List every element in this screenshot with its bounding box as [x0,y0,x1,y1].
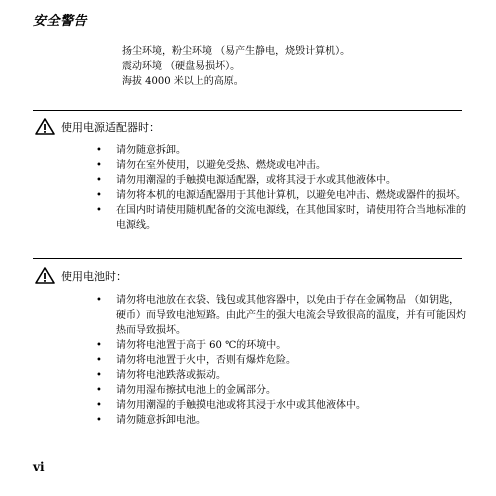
adapter-bullet-list [96,143,468,233]
environment-line: 震动环境 （硬盘易损坏）。 [122,61,241,72]
list-item: • 请勿用湿布擦拭电池上的金属部分。 [96,383,468,398]
list-item: • 请勿将电池置于火中，否则有爆炸危险。 [96,353,468,368]
list-item: • 请勿将电池放在衣袋、钱包或其他容器中，以免由于存在金属物品 （如钥匙，硬币）而导致电池短路。由此产生的强大电流会导致很高的温度，并有可能因灼热而导致损坏。 [96,293,468,338]
list-item: • 请勿将电池跌落或振动。 [96,368,468,383]
list-item: • 请勿用潮湿的手触摸电源适配器，或将其浸于水或其他液体中。 [96,173,468,188]
environment-line: 扬尘环境，粉尘环境 （易产生静电，烧毁计算机）。 [122,46,351,57]
list-item: • 请勿随意拆卸电池。 [96,413,468,428]
list-item: • 请勿用潮湿的手触摸电池或将其浸于水中或其他液体中。 [96,398,468,413]
list-item: • 请勿将电池置于高于 60 ℃的环境中。 [96,338,468,353]
battery-bullet-list [96,293,468,428]
list-item: • 请勿在室外使用，以避免受热、燃烧或电冲击。 [96,158,468,173]
list-item: • 请勿将本机的电源适配器用于其他计算机，以避免电冲击、燃烧或器件的损坏。 [96,188,468,203]
page-title: 安全警告 [33,14,88,29]
section-divider [33,110,462,111]
adapter-heading-text: 使用电源适配器时： [61,120,160,134]
environment-line: 海拔 4000 米以上的高原。 [122,76,244,87]
page-number: vi [33,460,45,474]
list-item: • 请勿随意拆卸。 [96,143,468,158]
adapter-section-heading [35,118,160,135]
battery-heading-text: 使用电池时： [61,269,127,283]
warning-triangle-icon [35,118,55,135]
battery-section-heading [35,267,127,284]
section-divider [33,258,462,259]
list-item: • 在国内时请使用随机配备的交流电源线，在其他国家时，请使用符合当地标准的电源线。 [96,203,468,233]
environment-list [122,44,350,89]
warning-triangle-icon [35,267,55,284]
